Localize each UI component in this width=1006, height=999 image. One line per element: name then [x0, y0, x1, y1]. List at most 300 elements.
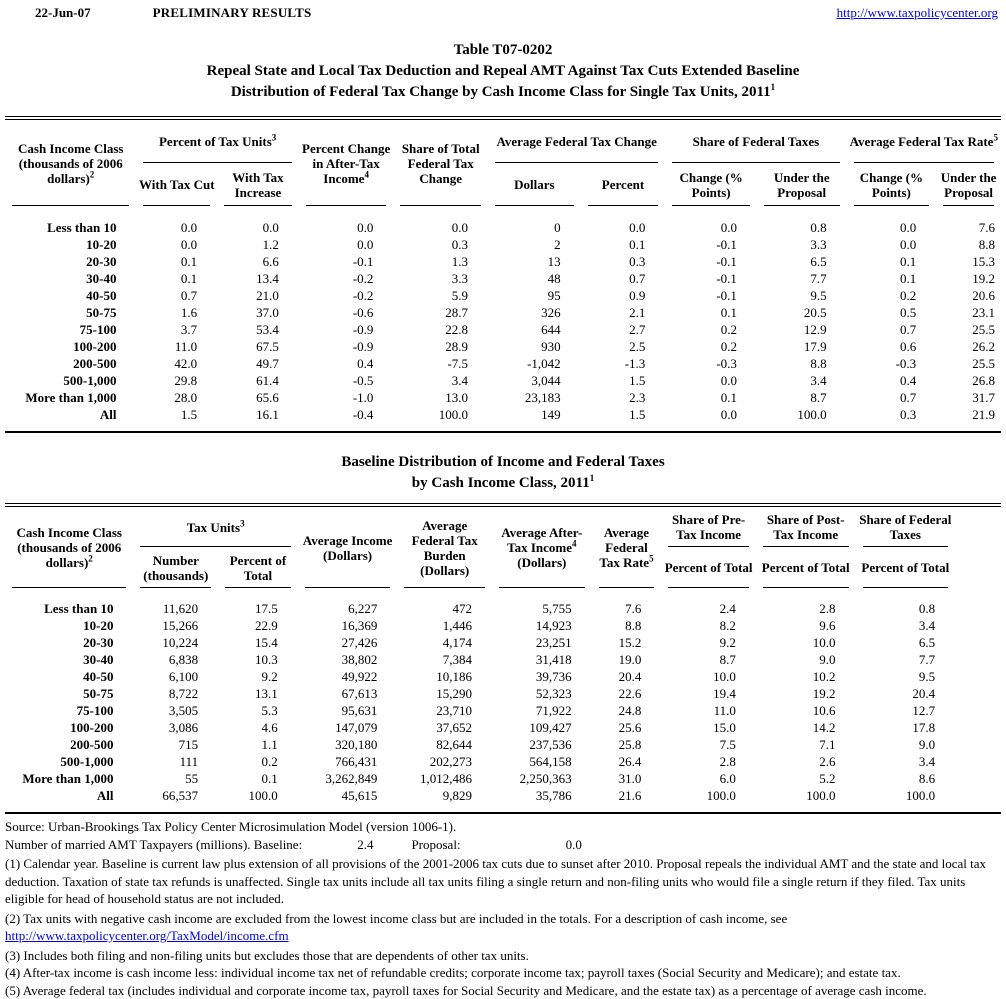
footnote-ref-1: 1 [590, 473, 595, 483]
cell: 5.9 [393, 287, 488, 304]
cell: 13.1 [218, 685, 298, 702]
cell: 2.7 [581, 321, 666, 338]
group-header-share-of-pre-tax-income: Share of Pre-Tax Income [661, 505, 756, 547]
cell: 10.0 [661, 668, 756, 685]
cell: -0.9 [299, 321, 394, 338]
cell: 17.8 [856, 719, 956, 736]
cell: 9.5 [856, 668, 956, 685]
col-header-percent-of-total: Percent of Total [218, 547, 298, 588]
cell: 0.1 [665, 389, 757, 406]
cell: 326 [488, 304, 581, 321]
cell: 24.8 [592, 702, 662, 719]
row-label: All [5, 406, 136, 423]
cell: 6,100 [133, 668, 218, 685]
row-label: Less than 10 [5, 219, 136, 236]
amt-proposal-label: Proposal: [411, 836, 460, 854]
cell: 0.0 [393, 219, 488, 236]
cell: 11.0 [661, 702, 756, 719]
cell: 10,224 [133, 634, 218, 651]
table-row [5, 702, 1001, 719]
income-definition-link[interactable]: http://www.taxpolicycenter.org/TaxModel/income.cfm [5, 928, 289, 943]
footnote-ref-1: 1 [771, 82, 776, 92]
cell: 11.0 [136, 338, 217, 355]
col-header-income-class: Cash Income Class (thousands of 2006 dollars)$^2$ [5, 505, 133, 588]
table2-title-line2: by Cash Income Class, 2011$^1$ [0, 473, 1006, 494]
row-label: 10-20 [5, 236, 136, 253]
cell: 12.7 [856, 702, 956, 719]
cell: 15.0 [661, 719, 756, 736]
cell: 9.0 [856, 736, 956, 753]
cell: 6.5 [757, 253, 847, 270]
cell: 100.0 [661, 787, 756, 804]
cell: 17.5 [218, 600, 298, 617]
cell: 8.6 [856, 770, 956, 787]
cell: 20.4 [592, 668, 662, 685]
cell: 23,251 [492, 634, 592, 651]
cell: 49,922 [298, 668, 398, 685]
cell: 21.9 [936, 406, 1001, 423]
cell: 237,536 [492, 736, 592, 753]
table-row [5, 338, 1001, 355]
spacer-row [5, 206, 1001, 219]
cell: 28.0 [136, 389, 217, 406]
cell: 9,829 [397, 787, 492, 804]
col-header-percent-of-total: Percent of Total [856, 547, 956, 588]
col-header-change-points: Change (% Points) [665, 163, 757, 206]
footnotes [5, 818, 1000, 999]
footnote-2-link [5, 927, 1000, 945]
cell: 0.3 [847, 406, 937, 423]
cell: 3.4 [856, 617, 956, 634]
row-label: 30-40 [5, 270, 136, 287]
page-header [0, 0, 1006, 21]
cell: 3.3 [393, 270, 488, 287]
spacer-row [5, 423, 1001, 432]
row-label: 40-50 [5, 287, 136, 304]
cell: 0.0 [665, 219, 757, 236]
table1-body [5, 219, 1001, 423]
table-row [5, 634, 1001, 651]
row-label: 75-100 [5, 702, 133, 719]
cell: 0.0 [217, 219, 299, 236]
footnote-4: (4) After-tax income is cash income less: individual income tax net of refundable credits; corporate income tax; payroll taxes (Social Security and Medicare); and estate tax. [5, 964, 1000, 982]
cell: 20.5 [757, 304, 847, 321]
cell: 10.3 [218, 651, 298, 668]
cell: -0.5 [299, 372, 394, 389]
cell: 10,186 [397, 668, 492, 685]
cell: 766,431 [298, 753, 398, 770]
cell: 61.4 [217, 372, 299, 389]
group-header-share-of-federal-taxes: Share of Federal Taxes [856, 505, 956, 547]
cell: 3,505 [133, 702, 218, 719]
row-label: 100-200 [5, 719, 133, 736]
cell: 6.0 [661, 770, 756, 787]
cell: 0.0 [847, 236, 937, 253]
cell: 25.5 [936, 355, 1001, 372]
row-label: 20-30 [5, 634, 133, 651]
cell: 25.8 [592, 736, 662, 753]
cell: 1.5 [581, 372, 666, 389]
cell: 9.0 [756, 651, 856, 668]
cell: -0.3 [847, 355, 937, 372]
cell: 19.2 [756, 685, 856, 702]
cell: 0.3 [393, 236, 488, 253]
row-label: More than 1,000 [5, 389, 136, 406]
col-header-percent-of-total: Percent of Total [756, 547, 856, 588]
cell: 100.0 [393, 406, 488, 423]
cell: 472 [397, 600, 492, 617]
cell: 0.1 [218, 770, 298, 787]
cell: 0.8 [856, 600, 956, 617]
cell: 7.7 [856, 651, 956, 668]
cell: 0.9 [581, 287, 666, 304]
cell: 0.3 [581, 253, 666, 270]
cell: 2.6 [756, 753, 856, 770]
amt-label: Number of married AMT Taxpayers (millions). Baseline: [5, 837, 302, 852]
cell: 13.4 [217, 270, 299, 287]
cell: 0.1 [136, 270, 217, 287]
col-header-income-class: Cash Income Class (thousands of 2006 dollars)$^2$ [5, 118, 136, 206]
cell: 20.4 [856, 685, 956, 702]
cell: 0.1 [665, 304, 757, 321]
cell: 39,736 [492, 668, 592, 685]
cell: 23,183 [488, 389, 581, 406]
cell: 930 [488, 338, 581, 355]
row-label: 20-30 [5, 253, 136, 270]
cell: -0.2 [299, 270, 394, 287]
cell: 5.3 [218, 702, 298, 719]
table-row [5, 236, 1001, 253]
site-link[interactable]: http://www.taxpolicycenter.org [837, 5, 998, 21]
col-header-change-points: Change (% Points) [847, 163, 937, 206]
cell: 31.0 [592, 770, 662, 787]
cell: 21.6 [592, 787, 662, 804]
col-header-under-the-proposal: Under the Proposal [936, 163, 1001, 206]
cell: 23,710 [397, 702, 492, 719]
table-row [5, 668, 1001, 685]
cell: 2.1 [581, 304, 666, 321]
col-header-percent-of-total: Percent of Total [661, 547, 756, 588]
cell: 0.4 [847, 372, 937, 389]
footnote-1: (1) Calendar year. Baseline is current law plus extension of all provisions of the 2001-2006 tax cuts due to sunset after 2010. Proposal repeals the individual AMT and the state and local tax deduction. Taxation of state tax refunds is unaffected. Single tax units include all tax units filing a single return and non-filing units who would file a single return if they filed. Tax units eligible for head of household status are not included. [5, 855, 1000, 908]
row-label: 75-100 [5, 321, 136, 338]
cell: 0.7 [847, 321, 937, 338]
cell: 28.9 [393, 338, 488, 355]
table-row [5, 304, 1001, 321]
cell: -0.1 [299, 253, 394, 270]
col-header-percent: Percent [581, 163, 666, 206]
cell: 95 [488, 287, 581, 304]
cell: 65.6 [217, 389, 299, 406]
cell: 26.8 [936, 372, 1001, 389]
cell: 5.2 [756, 770, 856, 787]
col-header-dollars: Dollars [488, 163, 581, 206]
cell: 16.1 [217, 406, 299, 423]
cell: 0.2 [847, 287, 937, 304]
cell: 1,012,486 [397, 770, 492, 787]
cell: 9.2 [661, 634, 756, 651]
table-row [5, 321, 1001, 338]
cell: 42.0 [136, 355, 217, 372]
cell: 100.0 [756, 787, 856, 804]
cell: -0.2 [299, 287, 394, 304]
cell: 7.6 [592, 600, 662, 617]
cell: -1.0 [299, 389, 394, 406]
cell: 25.5 [936, 321, 1001, 338]
cell: 12.9 [757, 321, 847, 338]
cell: 0 [488, 219, 581, 236]
row-label: 50-75 [5, 304, 136, 321]
cell: 31,418 [492, 651, 592, 668]
footnote-5: (5) Average federal tax (includes individual and corporate income tax, payroll taxes for Social Security and Medicare, and the estate tax) as a percentage of average cash income. [5, 982, 1000, 999]
cell: 67,613 [298, 685, 398, 702]
table-row [5, 355, 1001, 372]
col-header-share-of-total-federal-tax-change: Share of Total Federal Tax Change [393, 118, 488, 206]
cell: -0.9 [299, 338, 394, 355]
cell: 8,722 [133, 685, 218, 702]
cell: 0.7 [581, 270, 666, 287]
row-label: 100-200 [5, 338, 136, 355]
cell: 0.2 [665, 321, 757, 338]
cell: -0.3 [665, 355, 757, 372]
cell: 19.2 [936, 270, 1001, 287]
cell: 100.0 [856, 787, 956, 804]
cell: 2.5 [581, 338, 666, 355]
cell: 29.8 [136, 372, 217, 389]
cell: 0.0 [299, 236, 394, 253]
cell: 1.1 [218, 736, 298, 753]
cell: 20.6 [936, 287, 1001, 304]
filler-column [955, 505, 1001, 588]
group-header-percent-of-tax-units: Percent of Tax Units$^3$ [136, 118, 298, 163]
cell: 14.2 [756, 719, 856, 736]
group-header-share-of-post-tax-income: Share of Post-Tax Income [756, 505, 856, 547]
cell: -0.1 [665, 253, 757, 270]
cell: 3.4 [393, 372, 488, 389]
cell: 3.7 [136, 321, 217, 338]
cell: 14,923 [492, 617, 592, 634]
cell: 8.2 [661, 617, 756, 634]
cell: 564,158 [492, 753, 592, 770]
cell: 100.0 [218, 787, 298, 804]
table-row [5, 219, 1001, 236]
cell: -0.1 [665, 236, 757, 253]
cell: 9.2 [218, 668, 298, 685]
cell: 2.3 [581, 389, 666, 406]
cell: 109,427 [492, 719, 592, 736]
cell: 3.4 [856, 753, 956, 770]
cell: 4.6 [218, 719, 298, 736]
cell: 15.2 [592, 634, 662, 651]
cell: 45,615 [298, 787, 398, 804]
cell: -0.1 [665, 270, 757, 287]
cell: 37.0 [217, 304, 299, 321]
cell: 0.0 [136, 219, 217, 236]
cell: 8.8 [592, 617, 662, 634]
cell: 149 [488, 406, 581, 423]
group-header-average-federal-tax-change: Average Federal Tax Change [488, 118, 665, 163]
table-row [5, 372, 1001, 389]
cell: 0.1 [847, 253, 937, 270]
cell: 0.4 [299, 355, 394, 372]
cell: 13 [488, 253, 581, 270]
table-row [5, 389, 1001, 406]
cell: 25.6 [592, 719, 662, 736]
cell: -1,042 [488, 355, 581, 372]
cell: 1.6 [136, 304, 217, 321]
cell: 715 [133, 736, 218, 753]
cell: 0.1 [136, 253, 217, 270]
cell: 17.9 [757, 338, 847, 355]
col-header-average-federal-tax-burden: Average Federal Tax Burden (Dollars) [397, 505, 492, 588]
col-header-average-income: Average Income (Dollars) [298, 505, 398, 588]
table-row [5, 617, 1001, 634]
cell: 71,922 [492, 702, 592, 719]
cell: -0.1 [665, 287, 757, 304]
cell: -0.4 [299, 406, 394, 423]
cell: 15.3 [936, 253, 1001, 270]
cell: 7,384 [397, 651, 492, 668]
row-label: All [5, 787, 133, 804]
cell: 23.1 [936, 304, 1001, 321]
row-label: 10-20 [5, 617, 133, 634]
row-label: 200-500 [5, 355, 136, 372]
cell: 0.0 [136, 236, 217, 253]
cell: 22.8 [393, 321, 488, 338]
cell: 5,755 [492, 600, 592, 617]
cell: 82,644 [397, 736, 492, 753]
status-label: PRELIMINARY RESULTS [153, 5, 312, 21]
cell: 4,174 [397, 634, 492, 651]
cell: 53.4 [217, 321, 299, 338]
col-header-under-the-proposal: Under the Proposal [757, 163, 847, 206]
table1-title [0, 40, 1006, 103]
col-header-with-tax-cut: With Tax Cut [136, 163, 217, 206]
cell: 26.4 [592, 753, 662, 770]
amt-taxpayers-note [5, 836, 1000, 854]
cell: 7.6 [936, 219, 1001, 236]
cell: 7.7 [757, 270, 847, 287]
amt-proposal-value: 0.0 [566, 836, 582, 854]
cell: 15.4 [218, 634, 298, 651]
cell: 26.2 [936, 338, 1001, 355]
cell: 22.9 [218, 617, 298, 634]
cell: 6,838 [133, 651, 218, 668]
col-header-average-federal-tax-rate: Average Federal Tax Rate$^5$ [592, 505, 662, 588]
col-header-number-thousands: Number (thousands) [133, 547, 218, 588]
row-label: 500-1,000 [5, 372, 136, 389]
cell: 19.0 [592, 651, 662, 668]
row-label: 500-1,000 [5, 753, 133, 770]
cell: 100.0 [757, 406, 847, 423]
cell: 3.3 [757, 236, 847, 253]
cell: -0.6 [299, 304, 394, 321]
cell: 37,652 [397, 719, 492, 736]
cell: 19.4 [661, 685, 756, 702]
cell: 0.0 [847, 219, 937, 236]
table-row [5, 600, 1001, 617]
cell: 3.4 [757, 372, 847, 389]
cell: 49.7 [217, 355, 299, 372]
cell: 8.7 [661, 651, 756, 668]
footnote-3: (3) Includes both filing and non-filing units but excludes those that are dependents of other tax units. [5, 947, 1000, 965]
cell: 0.7 [847, 389, 937, 406]
source-note: Source: Urban-Brookings Tax Policy Center Microsimulation Model (version 1006-1). [5, 818, 1000, 836]
cell: 0.0 [581, 219, 666, 236]
col-header-with-tax-increase: With Tax Increase [217, 163, 299, 206]
footnote-2: (2) Tax units with negative cash income are excluded from the lowest income class but are included in the totals. For a description of cash income, see [5, 910, 1000, 928]
cell: 9.6 [756, 617, 856, 634]
table-row [5, 770, 1001, 787]
cell: 0.8 [757, 219, 847, 236]
cell: 52,323 [492, 685, 592, 702]
cell: 0.1 [847, 270, 937, 287]
col-header-percent-change-after-tax-income: Percent Change in After-Tax Income$^4$ [299, 118, 394, 206]
cell: 10.2 [756, 668, 856, 685]
cell: 48 [488, 270, 581, 287]
cell: 0.7 [136, 287, 217, 304]
cell: 7.1 [756, 736, 856, 753]
table2-title-line1: Baseline Distribution of Income and Federal Taxes [0, 452, 1006, 473]
cell: 1.5 [581, 406, 666, 423]
cell: -1.3 [581, 355, 666, 372]
cell: 15,266 [133, 617, 218, 634]
cell: 2 [488, 236, 581, 253]
cell: 15,290 [397, 685, 492, 702]
row-label: 200-500 [5, 736, 133, 753]
cell: 2.4 [661, 600, 756, 617]
title-line3: Distribution of Federal Tax Change by Cash Income Class for Single Tax Units, 2011$^1$ [0, 82, 1006, 103]
cell: 13.0 [393, 389, 488, 406]
title-line1: Table T07-0202 [0, 40, 1006, 61]
cell: 320,180 [298, 736, 398, 753]
cell: 2.8 [661, 753, 756, 770]
cell: 0.0 [665, 372, 757, 389]
title-line2: Repeal State and Local Tax Deduction and Repeal AMT Against Tax Cuts Extended Baseline [0, 61, 1006, 82]
cell: 22.6 [592, 685, 662, 702]
group-header-share-of-federal-taxes: Share of Federal Taxes [665, 118, 846, 163]
cell: 8.8 [757, 355, 847, 372]
group-header-tax-units: Tax Units$^3$ [133, 505, 297, 547]
table-row [5, 719, 1001, 736]
table-row [5, 736, 1001, 753]
table-row [5, 287, 1001, 304]
table-row [5, 787, 1001, 804]
spacer-row [5, 804, 1001, 813]
cell: 55 [133, 770, 218, 787]
table-row [5, 753, 1001, 770]
cell: 0.1 [581, 236, 666, 253]
amt-baseline-value: 2.4 [357, 836, 373, 854]
cell: 2,250,363 [492, 770, 592, 787]
cell: 67.5 [217, 338, 299, 355]
cell: 38,802 [298, 651, 398, 668]
baseline-distribution-table [5, 503, 1001, 814]
cell: 147,079 [298, 719, 398, 736]
cell: 0.0 [299, 219, 394, 236]
cell: 1.5 [136, 406, 217, 423]
table2-header [5, 505, 1001, 588]
cell: 0.0 [665, 406, 757, 423]
tax-change-table [5, 116, 1001, 433]
cell: 31.7 [936, 389, 1001, 406]
cell: 3,262,849 [298, 770, 398, 787]
row-label: 30-40 [5, 651, 133, 668]
table-row [5, 406, 1001, 423]
date-label: 22-Jun-07 [35, 5, 91, 21]
cell: 95,631 [298, 702, 398, 719]
cell: -7.5 [393, 355, 488, 372]
